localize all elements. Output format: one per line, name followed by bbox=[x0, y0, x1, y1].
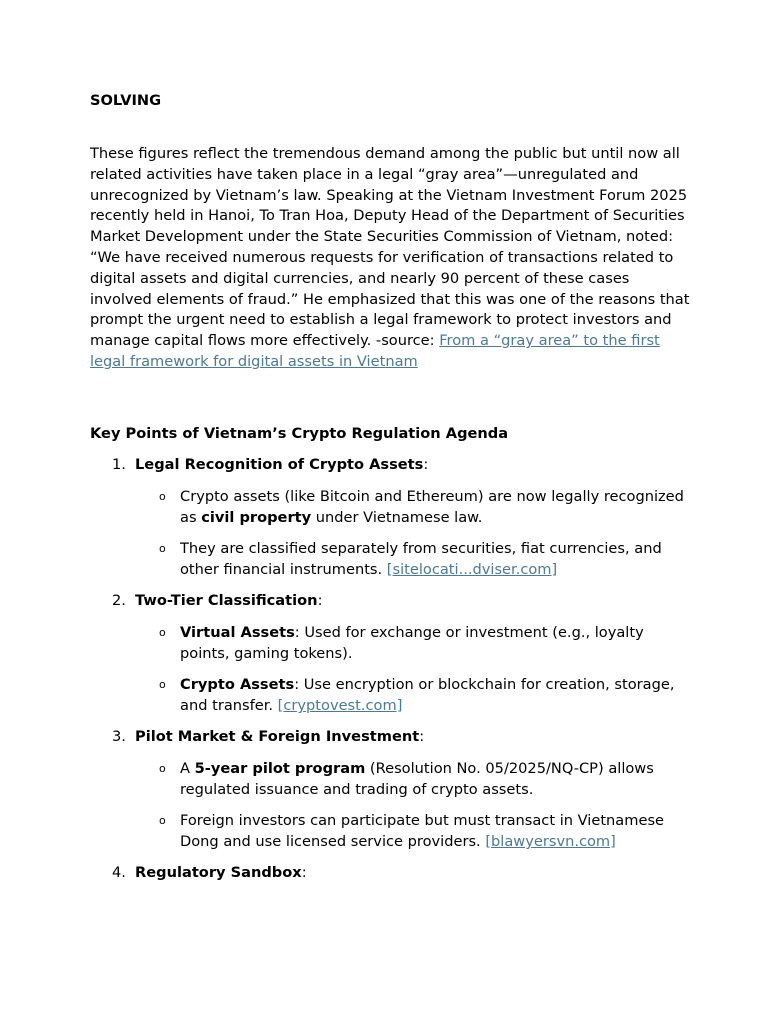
item-title: Legal Recognition of Crypto Assets bbox=[135, 456, 424, 473]
item-colon: : bbox=[317, 591, 323, 609]
item-number: 2. bbox=[112, 591, 126, 609]
paragraph-text: These figures reflect the tremendous demand among the public but until now all related activities have taken place in a legal “gray area”—unregulated and unrecognized by Vietnam’s law. Speaking at the Vietnam Investment Forum 2025 recently held in Hanoi, To Tran Hoa, Deputy Head of the Department of Securities Market Development under the State Securities Commission of Vietnam, noted: “We have received numerous requests for verification of transactions related to digital assets and digital currencies, and nearly 90 percent of these cases involved elements of fraud.” He emphasized that this was one of the reasons that prompt the urgent need to establish a legal framework to protect investors and manage capital flows more effectively. -source: bbox=[90, 145, 690, 350]
list-item bbox=[90, 727, 690, 853]
bullet-icon: o bbox=[159, 542, 166, 556]
item-title: Two-Tier Classification bbox=[135, 591, 318, 609]
list-item bbox=[90, 455, 690, 581]
list-item bbox=[90, 591, 690, 717]
item-title: Regulatory Sandbox bbox=[135, 863, 302, 881]
sub-bullet bbox=[90, 811, 690, 853]
sub-bold: Virtual Assets bbox=[180, 623, 295, 641]
sub-text-post: : Use encryption or blockchain for creation, storage, and transfer. bbox=[180, 676, 675, 715]
item-colon: : bbox=[419, 727, 425, 745]
sub-bullet bbox=[90, 675, 690, 717]
bullet-icon: o bbox=[159, 761, 166, 775]
sub-bold: Crypto Assets bbox=[180, 676, 295, 694]
item-number: 4. bbox=[112, 863, 126, 881]
body-paragraph bbox=[90, 144, 690, 373]
sub-text: Foreign investors can participate but must transact in Vietnamese Dong and use licensed service providers. bbox=[180, 812, 665, 851]
bullet-icon: o bbox=[159, 489, 166, 503]
sub-text: Crypto assets (like Bitcoin and Ethereum) are now legally recognized as bbox=[180, 487, 684, 526]
sub-bullet bbox=[90, 759, 690, 801]
bullet-icon: o bbox=[159, 678, 166, 692]
item-title: Pilot Market & Foreign Investment bbox=[135, 727, 420, 745]
sub-bullet bbox=[90, 487, 690, 529]
sub-text-post: under Vietnamese law. bbox=[311, 508, 483, 526]
citation-link[interactable]: [sitelocati...dviser.com] bbox=[386, 561, 558, 579]
sub-bullet bbox=[90, 539, 690, 581]
citation-link[interactable]: [blawyersvn.com] bbox=[485, 833, 616, 851]
source-link[interactable]: From a “gray area” to the first legal framework for digital assets in Vietnam bbox=[90, 332, 660, 370]
sub-text-post: (Resolution No. 05/2025/NQ-CP) allows regulated issuance and trading of crypto assets. bbox=[180, 759, 654, 798]
section-heading: SOLVING bbox=[90, 92, 162, 109]
item-colon: : bbox=[423, 456, 429, 473]
citation-link[interactable]: [cryptovest.com] bbox=[277, 697, 403, 715]
sub-bold: civil property bbox=[201, 508, 312, 526]
item-number: 3. bbox=[112, 727, 126, 745]
item-number: 1. bbox=[112, 456, 126, 473]
sub-text: They are classified separately from securities, fiat currencies, and other financial instruments. bbox=[180, 540, 662, 579]
item-colon: : bbox=[301, 863, 307, 881]
bullet-icon: o bbox=[159, 814, 166, 828]
sub-bold: 5-year pilot program bbox=[194, 759, 366, 777]
sub-text: A bbox=[180, 759, 195, 777]
list-item bbox=[90, 863, 690, 884]
sub-text-post: : Used for exchange or investment (e.g., loyalty points, gaming tokens). bbox=[180, 623, 644, 662]
numbered-list bbox=[90, 455, 690, 884]
key-points-title: Key Points of Vietnam’s Crypto Regulation Agenda bbox=[90, 425, 509, 442]
bullet-icon: o bbox=[159, 625, 166, 639]
sub-bullet bbox=[90, 623, 690, 665]
